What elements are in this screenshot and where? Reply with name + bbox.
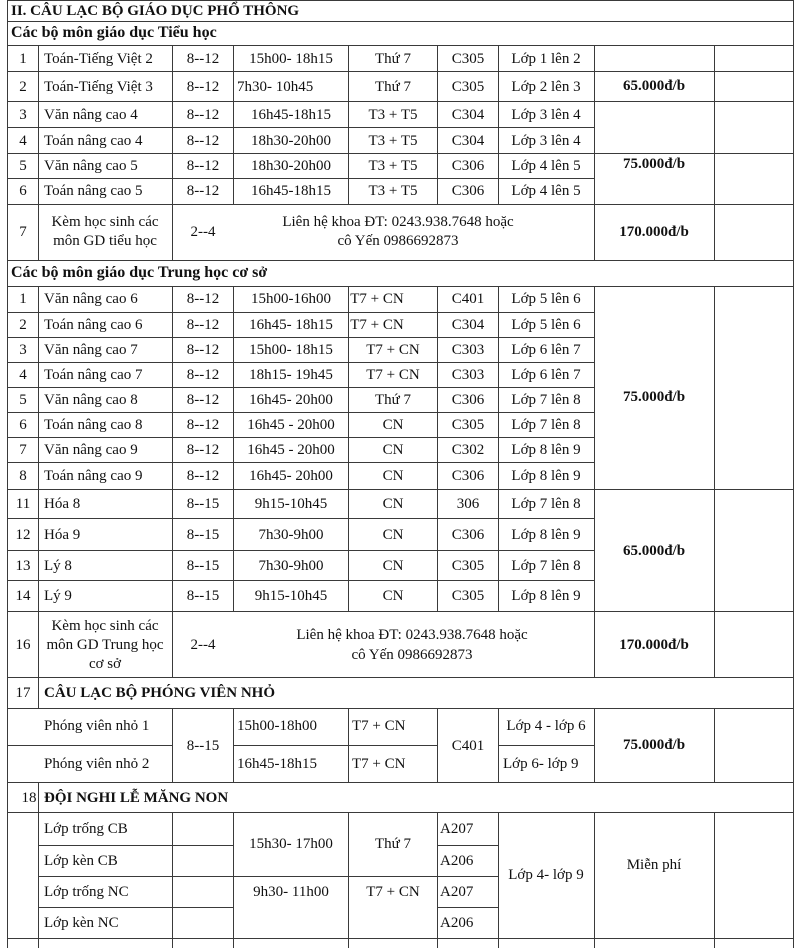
age-range: 8--12 — [186, 392, 220, 408]
row-number: 14 — [15, 588, 31, 604]
class-day: T3 + T5 — [368, 158, 418, 174]
grid-line — [7, 153, 794, 154]
class-room: C305 — [451, 588, 485, 604]
course-name: Lớp trống NC — [44, 884, 129, 900]
grid-line — [714, 708, 715, 782]
grid-line — [7, 812, 794, 813]
fee-value: Miễn phí — [626, 857, 682, 873]
class-room: C303 — [451, 342, 485, 358]
course-name: Phóng viên nhỏ 2 — [44, 756, 150, 772]
grid-line — [714, 45, 715, 260]
grid-line — [7, 45, 794, 46]
course-name: Toán nâng cao 6 — [44, 317, 143, 333]
grid-line — [7, 337, 594, 338]
club-heading: ĐỘI NGHI LỄ MĂNG NON — [44, 790, 229, 806]
grid-line — [233, 812, 234, 948]
class-day: CN — [382, 442, 404, 458]
age-range: 8--12 — [186, 107, 220, 123]
grade-level: Lớp 8 lên 9 — [511, 588, 581, 604]
class-room: C306 — [451, 183, 485, 199]
class-time: 16h45 - 20h00 — [247, 417, 335, 433]
class-time: 7h30-9h00 — [258, 527, 324, 543]
row-number: 12 — [15, 527, 31, 543]
grid-line — [38, 45, 39, 260]
class-day: T7 + CN — [366, 342, 420, 358]
class-room: A206 — [440, 853, 474, 869]
grid-line — [38, 677, 39, 708]
club-heading: CÂU LẠC BỘ PHÓNG VIÊN NHỎ — [44, 685, 275, 701]
class-time: 15h00-16h00 — [251, 291, 331, 307]
class-room: C305 — [451, 51, 485, 67]
age-range: 2--4 — [190, 637, 216, 653]
class-time: 7h30-9h00 — [258, 558, 324, 574]
grid-line — [498, 745, 595, 746]
grid-line — [38, 845, 233, 846]
class-time: 9h30- 11h00 — [253, 884, 329, 900]
grade-level: Lớp 3 lên 4 — [511, 133, 581, 149]
course-name: Văn nâng cao 4 — [44, 107, 138, 123]
class-day: T7 + CN — [352, 718, 406, 734]
class-day: CN — [382, 468, 404, 484]
row-number: 6 — [19, 417, 27, 433]
class-room: C305 — [451, 558, 485, 574]
grade-level: Lớp 7 lên 8 — [511, 417, 581, 433]
class-time: 16h45- 18h15 — [249, 317, 333, 333]
course-name: Toán nâng cao 7 — [44, 367, 143, 383]
class-day: T7 + CN — [350, 317, 404, 333]
grid-line — [172, 45, 173, 260]
row-number: 1 — [19, 291, 27, 307]
grid-line — [7, 260, 794, 261]
class-time: 18h15- 19h45 — [249, 367, 333, 383]
grid-line — [348, 812, 349, 948]
course-name: Toán nâng cao 5 — [44, 183, 143, 199]
class-day: CN — [382, 417, 404, 433]
course-name: Hóa 9 — [44, 527, 81, 543]
course-name: cơ sở — [88, 656, 122, 672]
course-name: Lớp kèn CB — [44, 853, 118, 869]
class-room: C306 — [451, 527, 485, 543]
course-name: môn GD Trung học — [46, 637, 164, 653]
class-time: 9h15-10h45 — [254, 496, 328, 512]
class-room: C305 — [451, 417, 485, 433]
class-day: Thứ 7 — [374, 51, 412, 67]
grid-line — [498, 45, 499, 204]
fee-value: 75.000đ/b — [622, 156, 686, 172]
class-day: Thứ 7 — [374, 836, 412, 852]
grid-line — [7, 518, 594, 519]
row-number: 11 — [15, 496, 31, 512]
grade-level: Lớp 6 lên 7 — [511, 367, 581, 383]
grid-line — [437, 907, 498, 908]
class-room: 306 — [456, 496, 480, 512]
class-time: 16h45-18h15 — [251, 183, 331, 199]
class-day: CN — [382, 588, 404, 604]
age-range: 8--15 — [186, 558, 220, 574]
fee-value: 65.000đ/b — [622, 543, 686, 559]
course-name: Văn nâng cao 9 — [44, 442, 138, 458]
grid-line — [793, 0, 794, 948]
grade-level: Lớp 8 lên 9 — [511, 527, 581, 543]
grade-level: Lớp 8 lên 9 — [511, 442, 581, 458]
grade-level: Lớp 1 lên 2 — [511, 51, 581, 67]
grid-line — [7, 127, 594, 128]
fee-value: 75.000đ/b — [622, 389, 686, 405]
course-name: Lý 8 — [44, 558, 72, 574]
grid-line — [594, 708, 595, 782]
class-day: T7 + CN — [366, 367, 420, 383]
grid-line — [7, 362, 594, 363]
course-name: Lớp kèn NC — [44, 915, 119, 931]
grid-line — [7, 101, 794, 102]
age-range: 8--12 — [186, 51, 220, 67]
grade-level: Lớp 6- lớp 9 — [503, 756, 579, 772]
row-number: 18 — [21, 790, 37, 806]
class-time: 15h00- 18h15 — [249, 342, 333, 358]
class-day: T3 + T5 — [368, 107, 418, 123]
class-room: C304 — [451, 317, 485, 333]
grade-level: Lớp 8 lên 9 — [511, 468, 581, 484]
age-range: 8--12 — [186, 291, 220, 307]
grid-line — [7, 462, 594, 463]
class-time: 7h30- 10h45 — [237, 79, 314, 95]
row-number: 3 — [19, 107, 27, 123]
class-day: T7 + CN — [366, 884, 420, 900]
grid-line — [437, 812, 438, 948]
grid-line — [498, 286, 499, 611]
section-title: II. CÂU LẠC BỘ GIÁO DỤC PHỔ THÔNG — [11, 3, 300, 19]
fee-value: 170.000đ/b — [619, 637, 689, 653]
class-room: C305 — [451, 79, 485, 95]
row-number: 5 — [19, 392, 27, 408]
class-day: CN — [382, 496, 404, 512]
grid-line — [594, 286, 595, 677]
class-day: T7 + CN — [352, 756, 406, 772]
class-room: C306 — [451, 468, 485, 484]
grid-line — [7, 550, 594, 551]
grade-level: Lớp 6 lên 7 — [511, 342, 581, 358]
grid-line — [594, 45, 595, 260]
course-name: Văn nâng cao 6 — [44, 291, 138, 307]
grid-line — [7, 204, 794, 205]
contact-info: Liên hệ khoa ĐT: 0243.938.7648 hoặc — [282, 214, 514, 230]
class-room: A206 — [440, 915, 474, 931]
age-range: 8--12 — [186, 317, 220, 333]
grade-level: Lớp 2 lên 3 — [511, 79, 581, 95]
grid-line — [594, 812, 595, 948]
class-time: 18h30-20h00 — [251, 133, 331, 149]
class-day: T3 + T5 — [368, 133, 418, 149]
grid-line — [7, 782, 794, 783]
grid-line — [498, 708, 499, 782]
row-number: 2 — [19, 317, 27, 333]
class-room: C306 — [451, 158, 485, 174]
course-name: Phóng viên nhỏ 1 — [44, 718, 150, 734]
grid-line — [498, 812, 499, 948]
class-room: C303 — [451, 367, 485, 383]
grid-line — [38, 876, 498, 877]
grid-line — [172, 708, 173, 782]
age-range: 2--4 — [190, 224, 216, 240]
grid-line — [233, 708, 234, 782]
fee-value: 75.000đ/b — [622, 737, 686, 753]
fee-value: 65.000đ/b — [622, 78, 686, 94]
grade-level: Lớp 4- lớp 9 — [508, 867, 584, 883]
class-day: CN — [382, 558, 404, 574]
grid-line — [38, 782, 39, 948]
grid-line — [7, 938, 794, 939]
grid-line — [7, 708, 794, 709]
class-time: 16h45- 20h00 — [249, 468, 333, 484]
class-day: Thứ 7 — [374, 392, 412, 408]
age-range: 8--15 — [186, 496, 220, 512]
row-number: 16 — [15, 637, 31, 653]
primary-heading: Các bộ môn giáo dục Tiểu học — [11, 24, 217, 41]
age-range: 8--12 — [186, 342, 220, 358]
age-range: 8--12 — [186, 183, 220, 199]
class-room: C304 — [451, 107, 485, 123]
age-range: 8--12 — [186, 79, 220, 95]
row-number: 7 — [19, 224, 27, 240]
age-range: 8--12 — [186, 468, 220, 484]
row-number: 4 — [19, 133, 27, 149]
grid-line — [437, 708, 438, 782]
grade-level: Lớp 5 lên 6 — [511, 291, 581, 307]
grid-line — [348, 45, 349, 204]
grid-line — [233, 286, 234, 611]
class-time: 15h30- 17h00 — [249, 836, 333, 852]
grid-line — [38, 286, 39, 677]
class-time: 16h45-18h15 — [237, 756, 317, 772]
course-name: Toán nâng cao 9 — [44, 468, 143, 484]
row-number: 3 — [19, 342, 27, 358]
age-range: 8--12 — [186, 367, 220, 383]
class-time: 16h45- 20h00 — [249, 392, 333, 408]
grid-line — [7, 745, 172, 746]
grid-line — [172, 812, 173, 948]
age-range: 8--12 — [186, 158, 220, 174]
class-room: C302 — [451, 442, 485, 458]
row-number: 1 — [19, 51, 27, 67]
grid-line — [714, 812, 715, 948]
course-name: Toán-Tiếng Việt 3 — [44, 79, 153, 95]
grid-line — [437, 45, 438, 204]
grid-line — [714, 286, 715, 677]
grid-line — [348, 708, 349, 782]
grade-level: Lớp 7 lên 8 — [511, 496, 581, 512]
grid-line — [7, 178, 594, 179]
grid-line — [437, 286, 438, 611]
class-time: 15h00-18h00 — [237, 718, 317, 734]
class-time: 9h15-10h45 — [254, 588, 328, 604]
row-number: 4 — [19, 367, 27, 383]
contact-info: cô Yến 0986692873 — [351, 647, 473, 663]
row-number: 13 — [15, 558, 31, 574]
fee-value: 170.000đ/b — [619, 224, 689, 240]
course-name: Văn nâng cao 7 — [44, 342, 138, 358]
contact-info: Liên hệ khoa ĐT: 0243.938.7648 hoặc — [296, 627, 528, 643]
grid-line — [7, 312, 594, 313]
grid-line — [7, 0, 794, 1]
grid-line — [7, 71, 794, 72]
class-room: A207 — [440, 821, 474, 837]
course-name: Kèm học sinh các — [51, 618, 159, 634]
grid-line — [7, 677, 794, 678]
grade-level: Lớp 7 lên 8 — [511, 558, 581, 574]
secondary-heading: Các bộ môn giáo dục Trung học cơ sở — [11, 264, 268, 281]
class-room: C304 — [451, 133, 485, 149]
course-name: Toán nâng cao 8 — [44, 417, 143, 433]
row-number: 6 — [19, 183, 27, 199]
class-time: 16h45 - 20h00 — [247, 442, 335, 458]
age-range: 8--12 — [186, 442, 220, 458]
course-name: Lớp trống CB — [44, 821, 128, 837]
course-name: Lý 9 — [44, 588, 72, 604]
class-room: C401 — [451, 738, 485, 754]
grade-level: Lớp 4 lên 5 — [511, 183, 581, 199]
row-number: 7 — [19, 442, 27, 458]
grade-level: Lớp 3 lên 4 — [511, 107, 581, 123]
grid-line — [7, 0, 8, 948]
class-day: Thứ 7 — [374, 79, 412, 95]
grid-line — [7, 437, 594, 438]
grade-level: Lớp 4 - lớp 6 — [506, 718, 586, 734]
course-name: Văn nâng cao 8 — [44, 392, 138, 408]
grid-line — [233, 745, 438, 746]
grid-line — [437, 845, 498, 846]
contact-info: cô Yến 0986692873 — [337, 233, 459, 249]
course-name: Toán nâng cao 4 — [44, 133, 143, 149]
grid-line — [7, 580, 594, 581]
grid-line — [348, 286, 349, 611]
grid-line — [38, 907, 233, 908]
grid-line — [7, 21, 794, 22]
class-time: 18h30-20h00 — [251, 158, 331, 174]
class-room: C401 — [451, 291, 485, 307]
class-day: CN — [382, 527, 404, 543]
grid-line — [7, 286, 794, 287]
row-number: 17 — [15, 685, 31, 701]
grade-level: Lớp 4 lên 5 — [511, 158, 581, 174]
course-name: Kèm học sinh các — [51, 214, 159, 230]
grade-level: Lớp 7 lên 8 — [511, 392, 581, 408]
grid-line — [172, 286, 173, 677]
age-range: 8--12 — [186, 133, 220, 149]
grid-line — [7, 387, 594, 388]
grid-line — [233, 45, 234, 204]
class-day: T3 + T5 — [368, 183, 418, 199]
age-range: 8--15 — [186, 588, 220, 604]
age-range: 8--15 — [186, 738, 220, 754]
age-range: 8--12 — [186, 417, 220, 433]
course-name: môn GD tiểu học — [53, 233, 157, 249]
grid-line — [7, 611, 794, 612]
row-number: 5 — [19, 158, 27, 174]
row-number: 2 — [19, 79, 27, 95]
course-name: Toán-Tiếng Việt 2 — [44, 51, 153, 67]
course-name: Hóa 8 — [44, 496, 81, 512]
grid-line — [7, 412, 594, 413]
grid-line — [7, 489, 794, 490]
class-time: 15h00- 18h15 — [249, 51, 333, 67]
grade-level: Lớp 5 lên 6 — [511, 317, 581, 333]
class-day: T7 + CN — [350, 291, 404, 307]
class-room: A207 — [440, 884, 474, 900]
class-time: 16h45-18h15 — [251, 107, 331, 123]
course-name: Văn nâng cao 5 — [44, 158, 138, 174]
age-range: 8--15 — [186, 527, 220, 543]
row-number: 8 — [19, 468, 27, 484]
class-room: C306 — [451, 392, 485, 408]
